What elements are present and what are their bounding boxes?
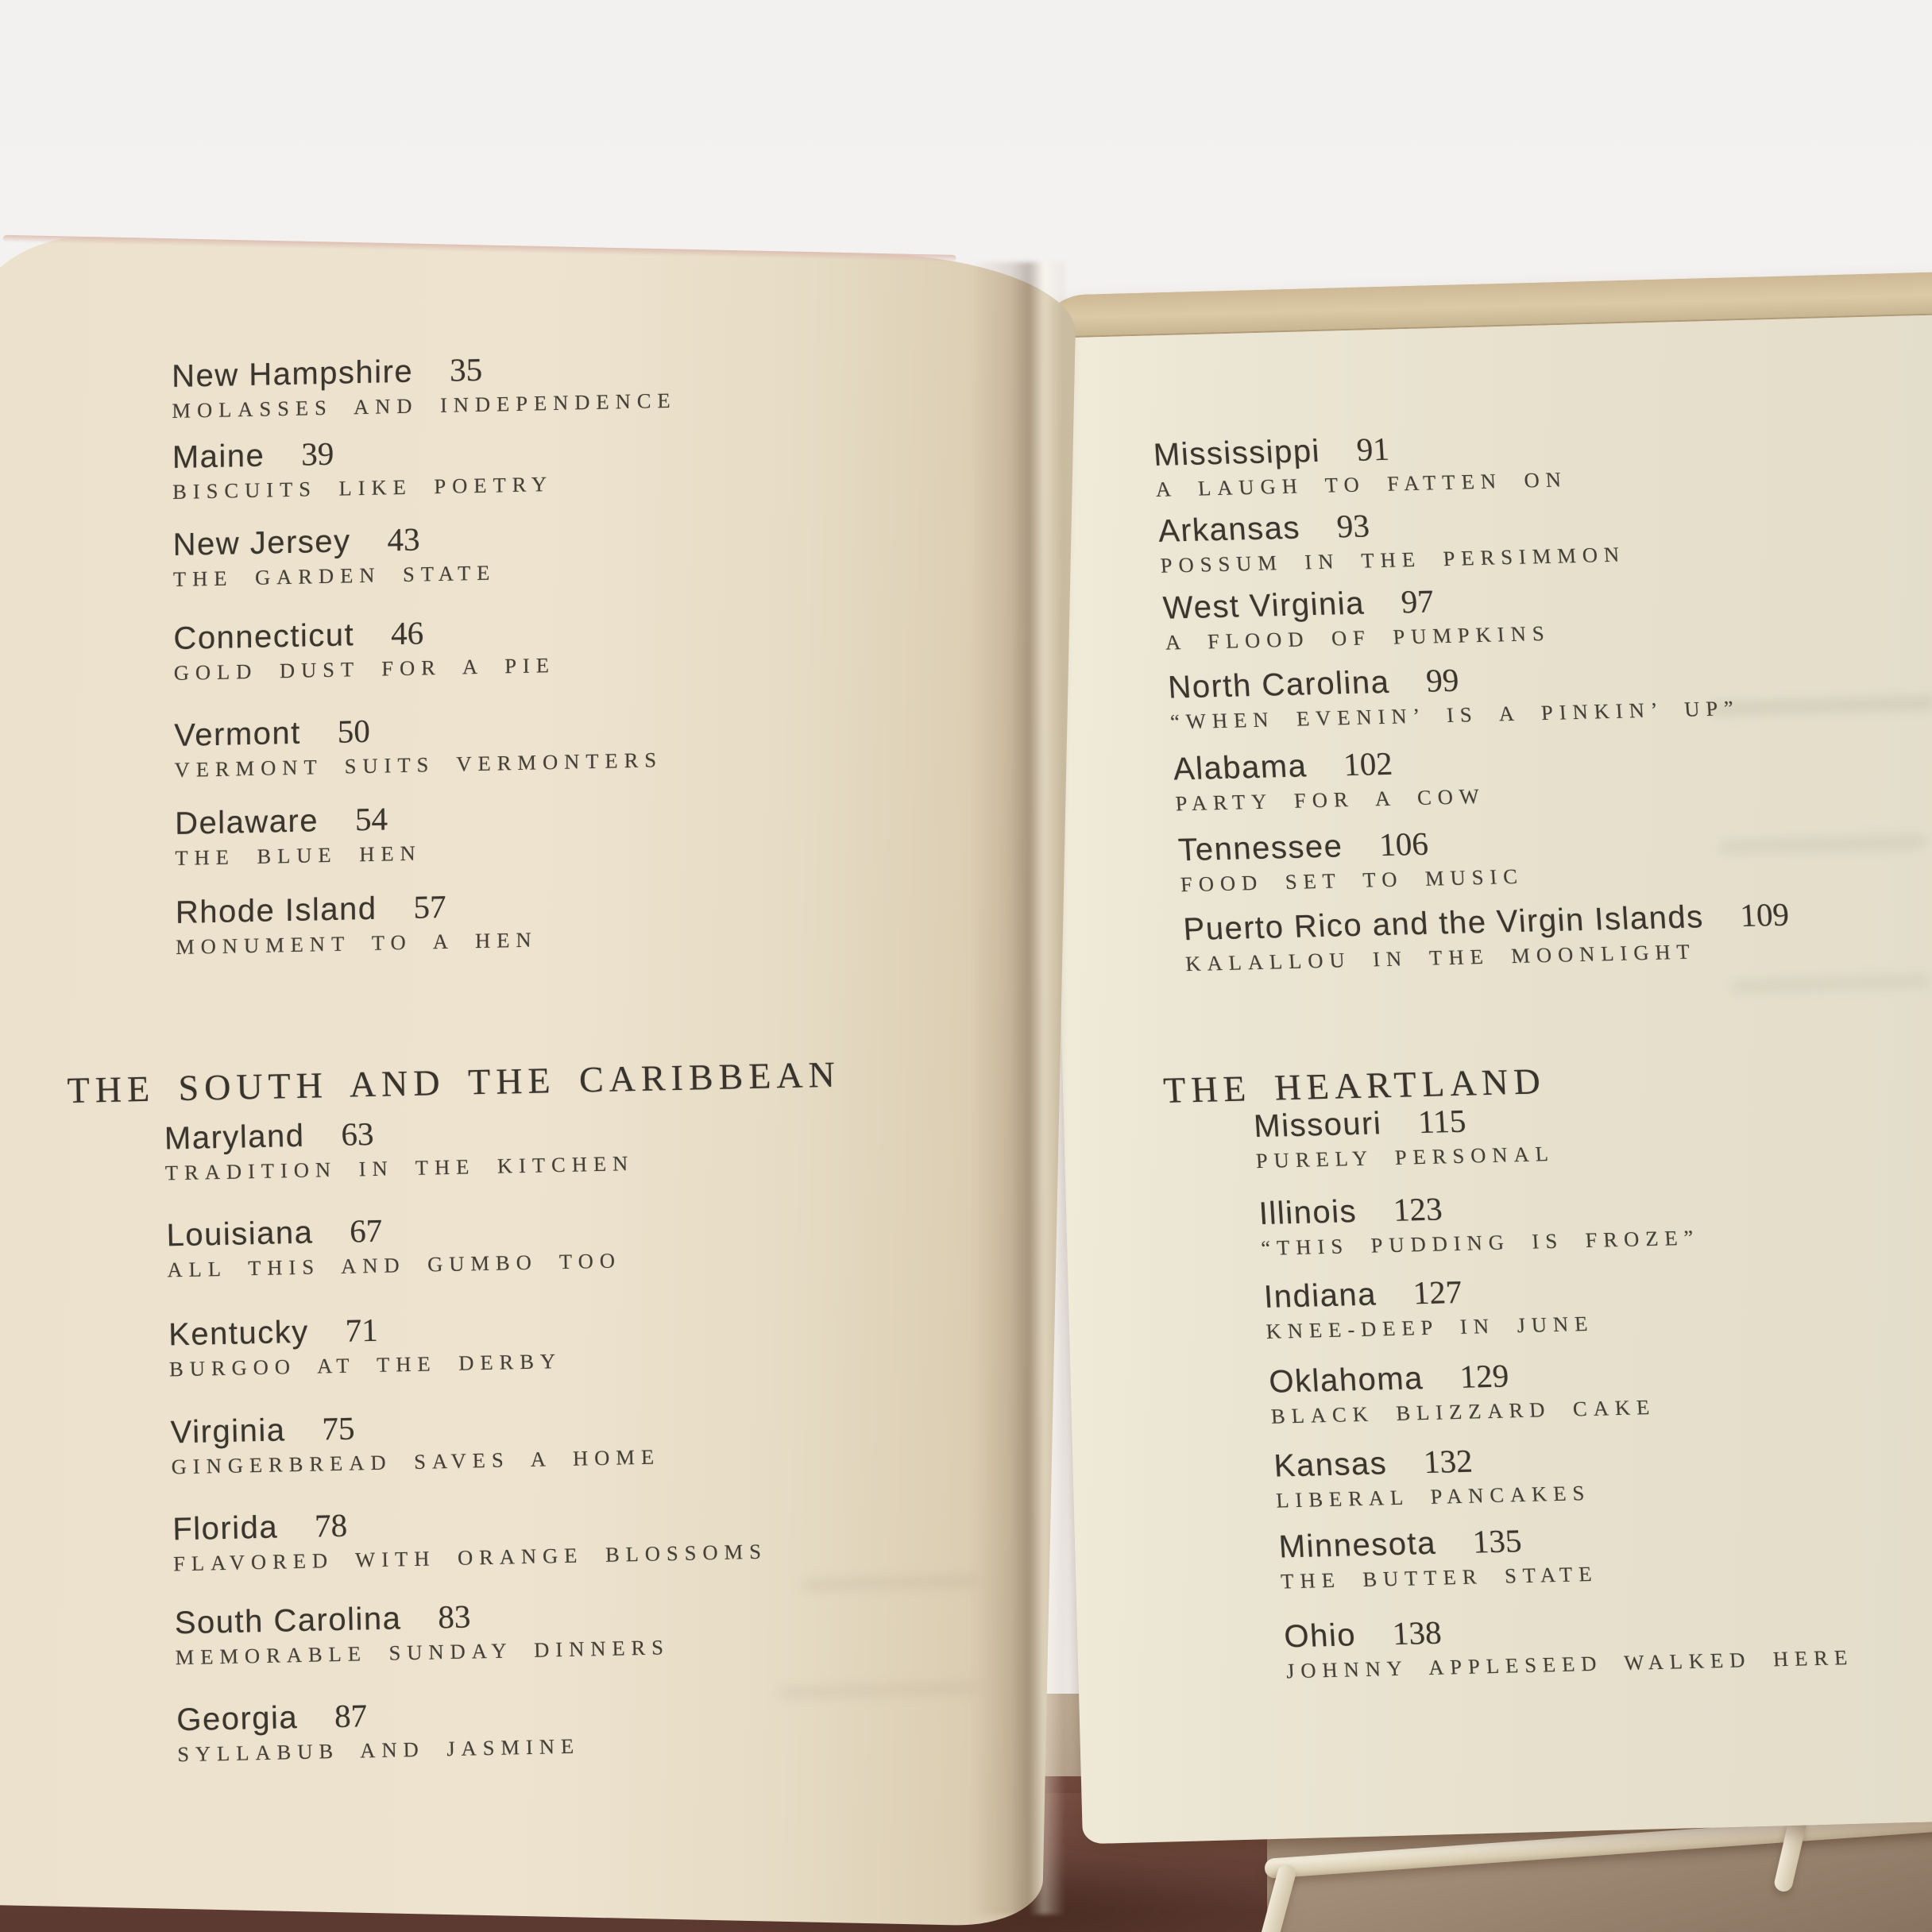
entry-subtitle: KALALLOU IN THE MOONLIGHT	[1184, 939, 1697, 976]
toc-entry	[172, 350, 677, 422]
entry-subtitle: SYLLABUB AND JASMINE	[176, 1733, 581, 1767]
toc-entry	[1278, 1523, 1599, 1592]
entry-subtitle: GINGERBREAD SAVES A HOME	[171, 1444, 661, 1479]
entry-page-number: 78	[314, 1506, 348, 1544]
toc-entry	[164, 1112, 635, 1184]
entry-name: New Jersey	[172, 524, 351, 563]
toc-entry	[168, 1310, 562, 1380]
toc-entry	[1157, 504, 1626, 577]
entry-page-number: 138	[1391, 1613, 1443, 1652]
entry-name: Louisiana	[166, 1215, 314, 1254]
entry-title-line	[172, 433, 553, 476]
toc-entry	[1258, 1187, 1700, 1259]
toc-entry	[1283, 1606, 1854, 1682]
entry-title-line	[1253, 1102, 1553, 1145]
toc-entry	[1253, 1103, 1555, 1172]
entry-page-number: 91	[1355, 430, 1391, 468]
entry-page-number: 93	[1335, 507, 1371, 545]
entry-name: Connecticut	[173, 617, 355, 657]
entry-page-number: 135	[1471, 1522, 1523, 1560]
entry-name: Delaware	[174, 803, 319, 842]
entry-page-number: 102	[1342, 744, 1394, 783]
entry-name: Missouri	[1253, 1106, 1383, 1145]
entry-page-number: 106	[1378, 825, 1430, 864]
toc-entry	[1273, 1442, 1591, 1511]
entry-subtitle: A LAUGH TO FATTEN ON	[1154, 467, 1568, 501]
page-top-edge	[3, 235, 956, 262]
entry-page-number: 109	[1738, 895, 1791, 934]
entry-name: Oklahoma	[1268, 1361, 1425, 1400]
entry-page-number: 132	[1422, 1442, 1474, 1481]
entry-name: North Carolina	[1167, 664, 1391, 705]
entry-subtitle: “WHEN EVENIN’ IS A PINKIN’ UP”	[1169, 696, 1741, 734]
entry-subtitle: ALL THIS AND GUMBO TOO	[167, 1248, 622, 1282]
entry-page-number: 99	[1424, 661, 1460, 699]
toc-entry	[1177, 825, 1524, 895]
page-fore-edge	[1042, 271, 1932, 338]
toc-entry	[176, 1695, 580, 1765]
entry-name: Rhode Island	[175, 891, 377, 931]
entry-name: Kentucky	[168, 1314, 310, 1353]
entry-title-line	[1173, 745, 1485, 785]
entry-name: South Carolina	[174, 1601, 402, 1641]
entry-page-number: 50	[337, 712, 370, 750]
entry-page-number: 43	[387, 520, 420, 558]
entry-subtitle: KNEE-DEEP IN JUNE	[1265, 1311, 1595, 1343]
entry-subtitle: LIBERAL PANCAKES	[1275, 1480, 1592, 1513]
toc-entry	[1153, 428, 1568, 500]
entry-subtitle: THE BLUE HEN	[175, 840, 422, 871]
entry-subtitle: THE BUTTER STATE	[1280, 1561, 1599, 1594]
entry-subtitle: PURELY PERSONAL	[1255, 1141, 1555, 1173]
toc-entry	[1173, 745, 1486, 814]
entry-name: Arkansas	[1157, 510, 1302, 549]
entry-name: Georgia	[176, 1700, 299, 1738]
entry-name: West Virginia	[1161, 585, 1366, 626]
entry-subtitle: “THIS PUDDING IS FROZE”	[1260, 1225, 1701, 1260]
entry-name: Mississippi	[1152, 433, 1322, 473]
entry-subtitle: BISCUITS LIKE POETRY	[172, 471, 554, 504]
entry-page-number: 75	[321, 1409, 355, 1447]
entry-name: Ohio	[1283, 1617, 1358, 1655]
entry-name: Virginia	[170, 1412, 286, 1451]
entry-subtitle: MONUMENT TO A HEN	[176, 927, 538, 960]
entry-name: Maine	[172, 438, 265, 476]
entry-title-line	[175, 802, 422, 840]
entry-name: Tennessee	[1177, 829, 1344, 868]
entry-name: Indiana	[1262, 1277, 1378, 1315]
entry-subtitle: VERMONT SUITS VERMONTERS	[174, 748, 663, 782]
entry-page-number: 97	[1400, 582, 1435, 620]
entry-page-number: 57	[413, 887, 446, 925]
entry-title-line	[173, 522, 497, 562]
entry-page-number: 63	[340, 1115, 374, 1153]
section-header: THE SOUTH AND THE CARIBBEAN	[67, 1053, 841, 1111]
entry-subtitle: GOLD DUST FOR A PIE	[173, 652, 556, 686]
entry-title-line	[168, 1310, 562, 1353]
entry-page-number: 35	[449, 350, 483, 388]
entry-name: New Hampshire	[172, 354, 414, 395]
entry-subtitle: FOOD SET TO MUSIC	[1180, 864, 1524, 897]
entry-subtitle: MEMORABLE SUNDAY DINNERS	[175, 1635, 670, 1670]
entry-name: Kansas	[1273, 1446, 1389, 1484]
toc-entry	[172, 433, 553, 503]
toc-entry	[166, 1209, 621, 1280]
entry-subtitle: TRADITION IN THE KITCHEN	[164, 1151, 635, 1185]
entry-title-line	[1177, 825, 1522, 867]
entry-name: Florida	[172, 1509, 279, 1548]
toc-entry	[174, 709, 663, 780]
entry-page-number: 115	[1416, 1102, 1467, 1141]
page-gutter	[971, 262, 1065, 1915]
entry-name: Maryland	[164, 1118, 305, 1157]
entry-title-line	[173, 614, 555, 655]
entry-name: Vermont	[174, 715, 301, 754]
entry-subtitle: PARTY FOR A COW	[1174, 783, 1486, 816]
toc-entry	[170, 1405, 660, 1477]
entry-subtitle: BLACK BLIZZARD CAKE	[1270, 1394, 1656, 1428]
entry-page-number: 127	[1412, 1273, 1463, 1312]
entry-page-number: 87	[334, 1697, 368, 1735]
toc-entry	[174, 1596, 670, 1668]
entry-subtitle: FLAVORED WITH ORANGE BLOSSOMS	[172, 1539, 768, 1576]
entry-subtitle: THE GARDEN STATE	[172, 560, 497, 592]
entry-page-number: 83	[437, 1598, 471, 1636]
entry-subtitle: A FLOOD OF PUMPKINS	[1164, 620, 1551, 655]
entry-title-line	[176, 1695, 580, 1737]
entry-page-number: 67	[349, 1211, 383, 1250]
entry-page-number: 46	[390, 614, 424, 652]
entry-name: Illinois	[1258, 1194, 1358, 1232]
toc-entry	[1162, 582, 1551, 653]
toc-entry	[173, 522, 497, 590]
entry-page-number: 123	[1392, 1190, 1443, 1228]
entry-page-number: 54	[354, 800, 388, 838]
entry-title-line	[1278, 1523, 1598, 1563]
toc-entry	[1263, 1273, 1594, 1342]
entry-title-line	[1273, 1442, 1590, 1482]
entry-name: Puerto Rico and the Virgin Islands	[1182, 899, 1705, 948]
toc-entry	[172, 1501, 767, 1575]
toc-entry	[1167, 657, 1741, 732]
entry-page-number: 129	[1459, 1357, 1510, 1395]
entry-subtitle: BURGOO AT THE DERBY	[168, 1349, 562, 1381]
entry-name: Alabama	[1172, 748, 1308, 787]
entry-page-number: 71	[345, 1311, 379, 1349]
toc-entry	[1268, 1356, 1656, 1427]
entry-subtitle: JOHNNY APPLESEED WALKED HERE	[1285, 1644, 1855, 1683]
section-header: THE HEARTLAND	[1162, 1061, 1548, 1111]
entry-subtitle: MOLASSES AND INDEPENDENCE	[172, 388, 677, 423]
toc-entry	[173, 614, 555, 684]
toc-entry	[176, 889, 538, 958]
entry-page-number: 39	[301, 435, 334, 473]
entry-name: Minnesota	[1277, 1525, 1438, 1565]
entry-title-line	[176, 889, 538, 929]
toc-entry	[175, 802, 422, 869]
entry-title-line	[1263, 1273, 1593, 1313]
entry-subtitle: POSSUM IN THE PERSIMMON	[1159, 542, 1627, 578]
